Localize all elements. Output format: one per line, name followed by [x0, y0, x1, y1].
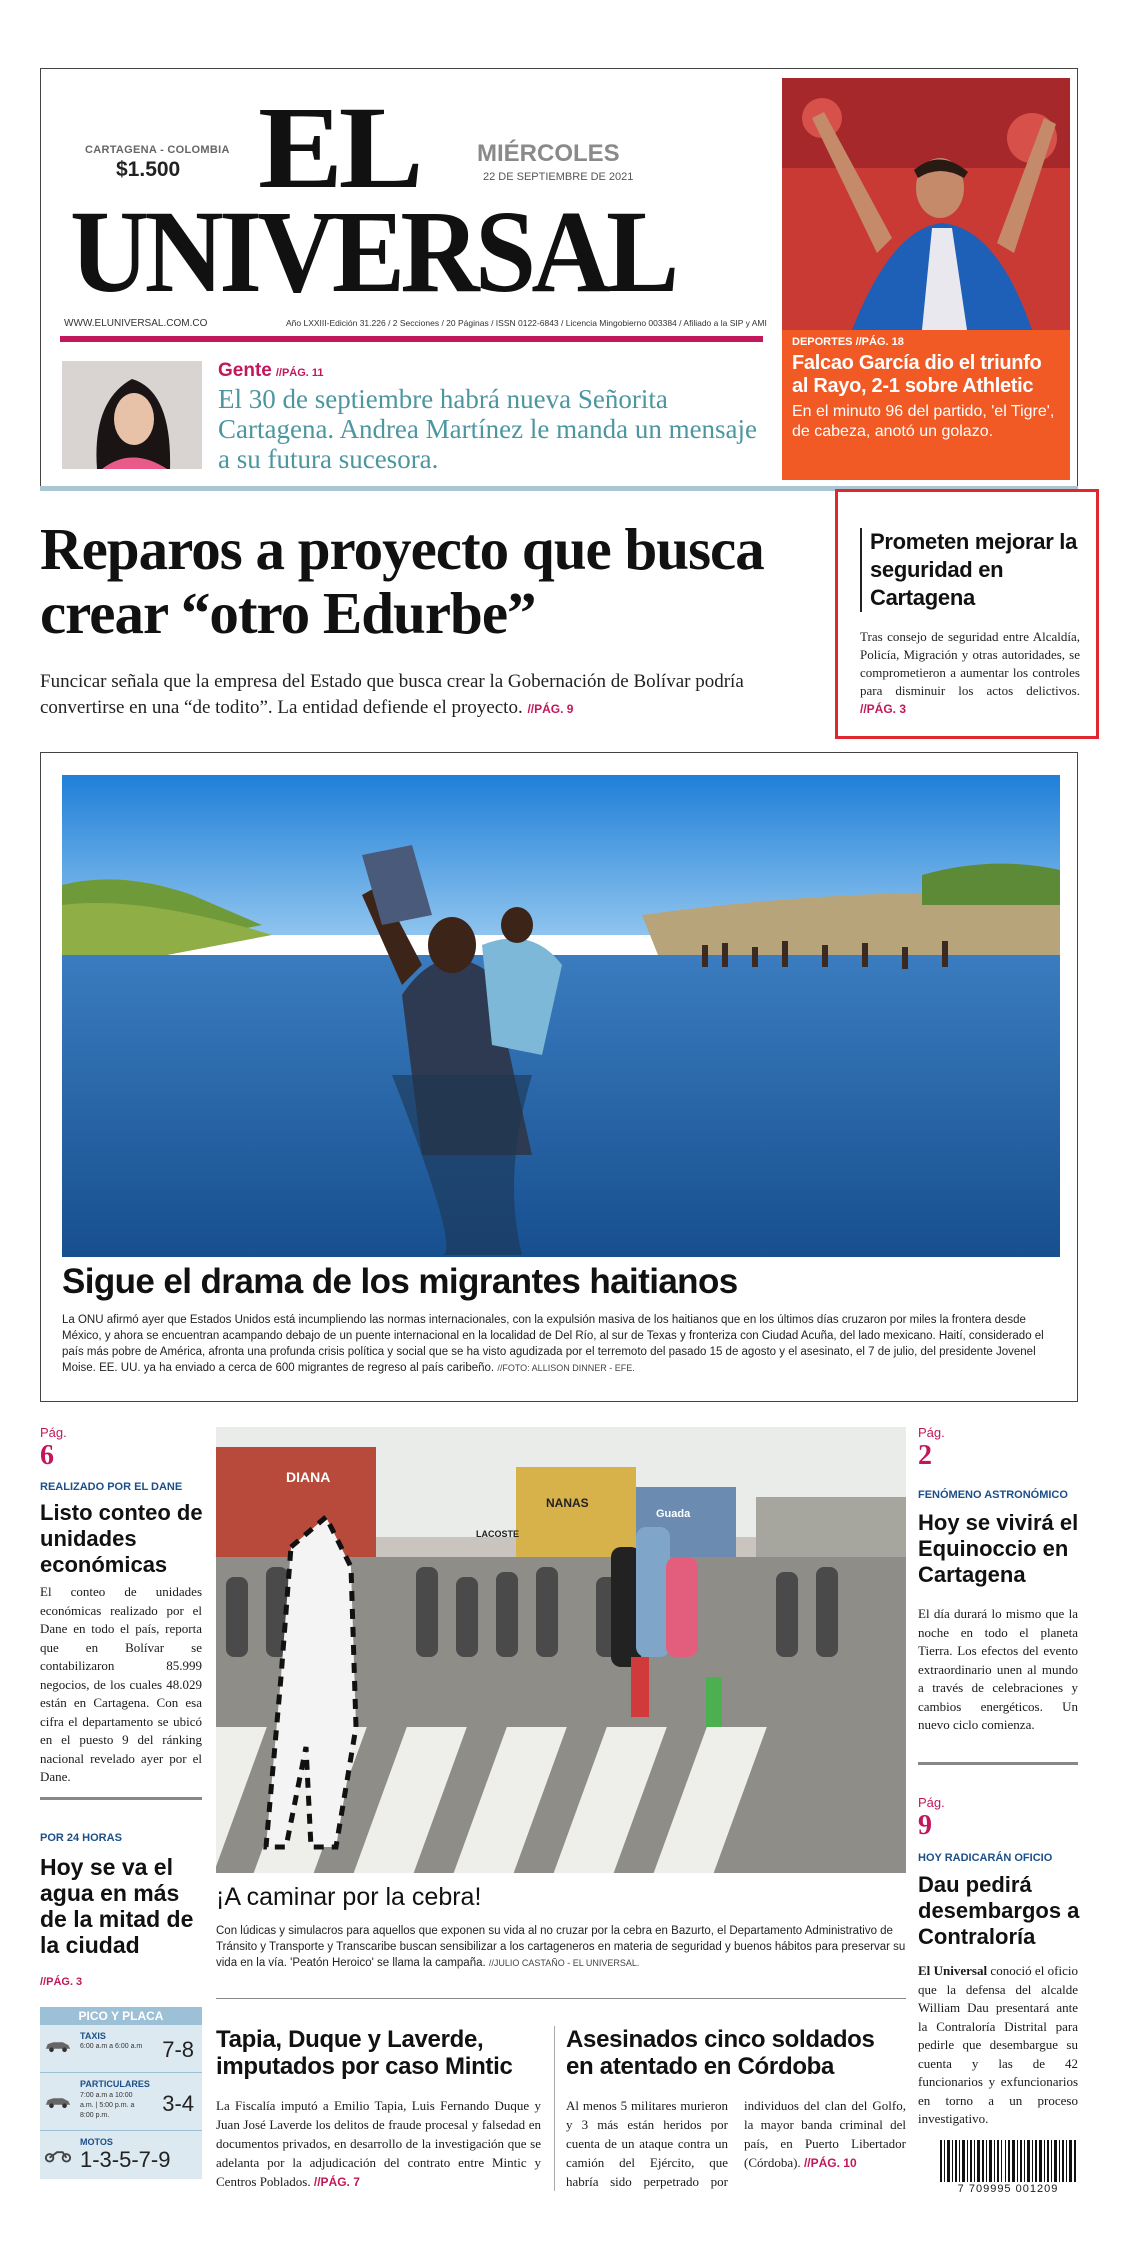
car-icon: [44, 2095, 72, 2109]
right2-pag-label: Pág.: [918, 1795, 945, 1810]
right1-kicker: FENÓMENO ASTRONÓMICO: [918, 1489, 1068, 1501]
lead-deck: Funcicar señala que la empresa del Estado que busca crear la Gobernación de Bolívar podría convertirse en una “de todito”. La entidad defiende el proyecto. //PÁG. 9: [40, 671, 744, 718]
deportes-kicker: DEPORTES //PÁG. 18: [792, 336, 904, 348]
gente-photo: [62, 361, 202, 469]
security-page[interactable]: //PÁG. 3: [860, 702, 907, 716]
left2-headline[interactable]: Hoy se va el agua en más de la mitad de la ciudad: [40, 1854, 194, 1958]
right1-headline[interactable]: Hoy se vivirá el Equinoccio en Cartagena: [918, 1510, 1079, 1587]
right2-headline[interactable]: Dau pedirá desembargos a Contraloría: [918, 1872, 1080, 1949]
pico-label: TAXIS: [80, 2031, 106, 2041]
pico-digits: 1-3-5-7-9: [80, 2147, 171, 2172]
soldados-headline[interactable]: Asesinados cinco soldados en atentado en Córdoba: [566, 2026, 875, 2080]
shop-sign: NANAS: [546, 1496, 589, 1510]
right1-text: El día durará lo mismo que la noche en todo el planeta Tierra. Los efectos del evento extraordinario unen al mundo a través de celebraciones y cambios energéticos. Un nuevo ciclo comienza.: [918, 1606, 1078, 1732]
shop-sign: DIANA: [286, 1469, 331, 1485]
security-box[interactable]: [835, 489, 1099, 739]
right2-pag-num: 9: [918, 1810, 932, 1841]
barcode-number: 7 709995 001209: [957, 2183, 1059, 2195]
gente-page: //PÁG. 11: [275, 367, 324, 379]
masthead-rule: [60, 336, 763, 342]
cebra-photo: [216, 1427, 906, 1873]
left2-kicker: POR 24 HORAS: [40, 1832, 122, 1844]
right2-lead-word: El Universal: [918, 1963, 988, 1978]
deportes-box[interactable]: [782, 330, 1070, 480]
masthead-title-universal: UNIVERSAL: [70, 186, 675, 317]
location: CARTAGENA - COLOMBIA: [85, 144, 230, 156]
barcode: [938, 2140, 1078, 2200]
pico-row-particulares: [40, 2073, 202, 2131]
pico-digits: 7-8: [162, 2037, 194, 2062]
left1-pag-num: 6: [40, 1440, 54, 1471]
left-divider: [40, 1797, 202, 1800]
left1-text: El conteo de unidades económicas realizado por el Dane en todo el país, reporta que en Bolívar se contabilizaron 85.999 negocios, de los cuales 48.029 están en Cartagena. Con esa cifra el departamento se ubicó en el puesto 9 del ránking nacional revelado ayer por el Dane.: [40, 1584, 202, 1784]
edition-info: Año LXXIII-Edición 31.226 / 2 Secciones / 20 Páginas / ISSN 0122-6843 / Licencia Mingobierno 003384 / Afiliado a la SIP y AMI: [286, 318, 767, 328]
left2-page[interactable]: //PÁG. 3: [40, 1976, 83, 1988]
tapia-page[interactable]: //PÁG. 7: [313, 2175, 360, 2189]
car-icon: [44, 2039, 72, 2053]
right1-pag-label: Pág.: [918, 1425, 945, 1440]
barcode-bars: [938, 2140, 1078, 2182]
deportes-photo: [782, 78, 1070, 330]
pico-placa-box: [40, 2007, 202, 2179]
shop-sign: LACOSTE: [476, 1529, 520, 1539]
tapia-text: La Fiscalía imputó a Emilio Tapia, Luis Fernando Duque y Juan José Laverde los delitos de fraude procesal y falsedad en documentos privados, en desarrollo de la investigación que se adelanta por la adjudicación del contrato entre Mintic y Centros Poblados. //PÁG. 7: [216, 2098, 541, 2189]
price: $1.500: [116, 158, 181, 181]
deportes-headline: Falcao García dio el triunfo al Rayo, 2-1 sobre Athletic: [792, 352, 1042, 397]
gente-label: Gente //PÁG. 11: [218, 360, 324, 381]
right-divider: [918, 1762, 1078, 1765]
deportes-summary: En el minuto 96 del partido, 'el Tigre', de cabeza, anotó un golazo.: [792, 403, 1055, 440]
soldados-text: Al menos 5 militares murieron y 3 más están heridos por cuenta de un ataque contra un camión del Ejército, que habría sido perpetrado por individuos del clan del Golfo, la mayor banda criminal del país, en Puerto Libertador (Córdoba). //PÁG. 10: [566, 2098, 906, 2189]
soldados-page[interactable]: //PÁG. 10: [803, 2156, 857, 2170]
website[interactable]: WWW.ELUNIVERSAL.COM.CO: [64, 318, 208, 329]
center-rule: [216, 1998, 906, 1999]
cebra-headline[interactable]: ¡A caminar por la cebra!: [216, 1883, 482, 1911]
column-rule: [554, 2026, 555, 2191]
migrants-credit: //FOTO: ALLISON DINNER - EFE.: [497, 1363, 635, 1373]
right2-kicker: HOY RADICARÁN OFICIO: [918, 1852, 1053, 1864]
left1-kicker: REALIZADO POR EL DANE: [40, 1481, 183, 1493]
cebra-caption: Con lúdicas y simulacros para aquellos que exponen su vida al no cruzar por la cebra en Bazurto, el Departamento Administrativo de Tránsito y Transporte y Transcaribe buscan sensibilizar a los cartageneros en materia de seguridad y buenos hábitos para preservar su vida en la vía. 'Peatón Heroico' se llama la campaña. //JULIO CASTAÑO - EL UNIVERSAL.: [216, 1925, 906, 1969]
migrants-photo: [62, 775, 1060, 1257]
security-headline: Prometen mejorar la seguridad en Cartagena: [870, 529, 1078, 610]
security-text: Tras consejo de seguridad entre Alcaldía, Policía, Migración y otras autoridades, se comprometieron a aumentar los controles para disminuir los actos delictivos. //PÁG. 3: [860, 629, 1080, 716]
motorcycle-icon: [44, 2147, 72, 2163]
lead-headline[interactable]: Reparos a proyecto que busca crear “otro Edurbe”: [40, 516, 764, 646]
shop-sign: Guada: [656, 1508, 691, 1520]
masthead-title-el: EL: [258, 82, 420, 213]
migrants-caption: La ONU afirmó ayer que Estados Unidos está incumpliendo las normas internacionales, con la expulsión masiva de los haitianos que en los últimos días cruzaron por miles la frontera desde México, y ahora se encuentran acampando debajo de un puente internacional en la localidad de Del Río, al sur de Texas y fronteriza con Ciudad Acuña, del lado mexicano. Haití, considerado el país más pobre de América, afronta una profunda crisis política y social que se ha visto agudizada por el terremoto del pasado 15 de agosto y el asesinato, el 7 de julio, del presidente Jovenel Moise. EE. UU. ya ha enviado a cerca de 600 migrantes de regreso al país caribeño. //FOTO: ALLISON DINNER - EFE.: [62, 1314, 1044, 1374]
day: MIÉRCOLES: [477, 140, 620, 167]
pico-digits: 3-4: [162, 2091, 194, 2116]
left1-pag-label: Pág.: [40, 1425, 67, 1440]
pico-row-taxis: [40, 2025, 202, 2073]
pico-hours: 6:00 a.m a 6:00 a.m: [80, 2043, 143, 2050]
right1-pag-num: 2: [918, 1440, 932, 1471]
pico-label: MOTOS: [80, 2137, 113, 2147]
pico-row-motos: [40, 2131, 202, 2179]
lead-page[interactable]: //PÁG. 9: [527, 702, 574, 716]
pico-hours: 7:00 a.m a 10:00 a.m. | 5:00 p.m. a 8:00 p.m.: [80, 2092, 135, 2119]
tapia-headline[interactable]: Tapia, Duque y Laverde, imputados por caso Mintic: [216, 2026, 513, 2080]
gente-text[interactable]: El 30 de septiembre habrá nueva Señorita Cartagena. Andrea Martínez le manda un mensaje a su futura sucesora.: [218, 384, 758, 474]
migrants-headline[interactable]: Sigue el drama de los migrantes haitianos: [62, 1262, 738, 1301]
right2-text: El Universal conoció el oficio que la defensa del alcalde William Dau presentará ante la Contraloría Distrital para pedirle que desembargue su cuenta y las de 42 funcionarios y exfuncionarios en torno a un proceso investigativo.: [918, 1963, 1078, 2126]
pico-placa-title: PICO Y PLACA: [40, 2007, 202, 2025]
pico-label: PARTICULARES: [80, 2079, 150, 2089]
date: 22 DE SEPTIEMBRE DE 2021: [483, 171, 634, 183]
left1-headline[interactable]: Listo conteo de unidades económicas: [40, 1500, 203, 1577]
cebra-credit: //JULIO CASTAÑO - EL UNIVERSAL.: [488, 1958, 640, 1968]
